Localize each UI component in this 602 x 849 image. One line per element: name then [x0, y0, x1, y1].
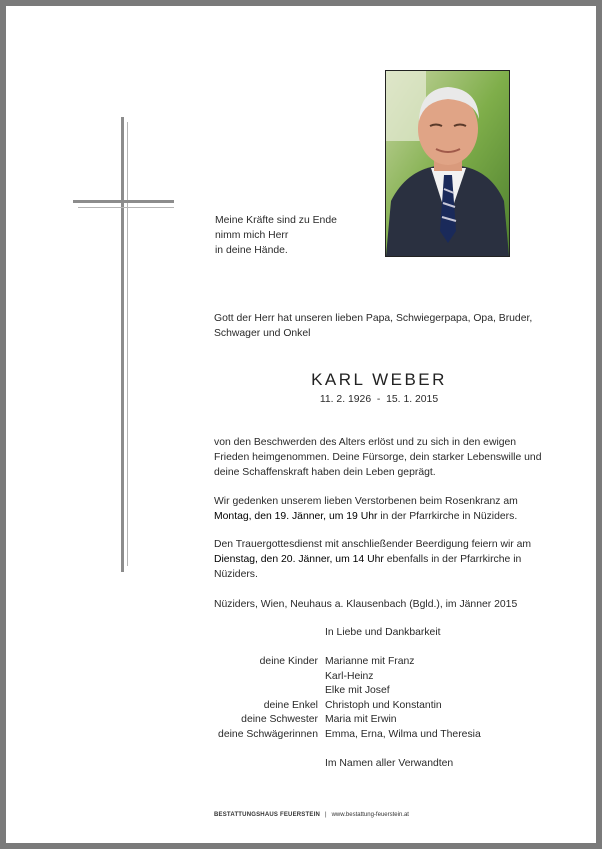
- mourner-relation: deine Kinder: [259, 656, 318, 667]
- mourner-names: In Liebe und Dankbarkeit: [325, 627, 441, 638]
- rosary-date: Montag, den 19. Jänner, um 19 Uhr: [214, 511, 378, 523]
- cross-horizontal-shadow: [78, 207, 174, 208]
- mourner-row: [0, 654, 602, 669]
- mourner-relation: deine Schwester: [241, 714, 318, 725]
- mourner-names: Christoph und Konstantin: [325, 700, 442, 711]
- rosary-text: Wir gedenken unserem lieben Verstorbenen beim Rosenkranz am: [214, 496, 518, 507]
- mourner-row: [0, 712, 602, 727]
- mourner-names: Im Namen aller Verwandten: [325, 758, 454, 769]
- portrait-photo-icon: [386, 71, 509, 256]
- quote-line: Meine Kräfte sind zu Ende: [215, 215, 337, 226]
- mourner-row: [0, 625, 602, 640]
- mourner-names: Marianne mit Franz: [325, 656, 415, 667]
- mourner-row: [0, 727, 602, 742]
- footer: [214, 812, 409, 818]
- mourner-row: [0, 683, 602, 698]
- cross-horizontal-bar: [73, 200, 174, 203]
- life-dates: 11. 2. 1926 - 15. 1. 2015: [319, 394, 439, 405]
- quote-block: [215, 213, 337, 259]
- mourner-names: Emma, Erna, Wilma und Theresia: [325, 729, 481, 740]
- footer-separator: |: [325, 812, 327, 818]
- rosary-location: in der Pfarrkirche in Nüziders.: [377, 511, 518, 523]
- paragraph-funeral: [214, 537, 549, 583]
- funeral-date: Dienstag, den 20. Jänner, um 14 Uhr: [214, 554, 384, 566]
- intro-text: Gott der Herr hat unseren lieben Papa, Schwiegerpapa, Opa, Bruder, Schwager und Onkel: [214, 313, 533, 340]
- mourner-relation: deine Enkel: [263, 700, 318, 711]
- mourner-row: [0, 741, 602, 756]
- paragraph-farewell: von den Beschwerden des Alters erlöst und zu sich in den ewigen Frieden heimgenommen. Deine Fürsorge, dein starker Lebenswille und deine Schaffenskraft haben dein Leben geprägt.: [214, 437, 542, 479]
- mourner-row: [0, 669, 602, 684]
- funeral-text: Den Trauergottesdienst mit anschließender Beerdigung feiern wir am: [214, 539, 532, 550]
- portrait-photo: [385, 70, 510, 257]
- quote-line: nimm mich Herr: [215, 230, 289, 242]
- mourner-names: Karl-Heinz: [325, 671, 374, 682]
- quote-line: in deine Hände.: [215, 245, 288, 257]
- cross-vertical-bar: [121, 117, 124, 572]
- mourner-names: Maria mit Erwin: [325, 714, 397, 725]
- mourner-names: Elke mit Josef: [325, 685, 390, 696]
- funeral-location: ebenfalls in der Pfarrkirche in Nüziders.: [214, 554, 522, 581]
- mourner-relation: deine Schwägerinnen: [218, 729, 318, 740]
- deceased-name: KARL WEBER: [311, 370, 447, 389]
- place-and-date: Nüziders, Wien, Neuhaus a. Klausenbach (Bgld.), im Jänner 2015: [214, 599, 518, 610]
- paragraph-rosary: [214, 494, 549, 524]
- mourner-row: [0, 698, 602, 713]
- cross-vertical-shadow: [127, 122, 128, 566]
- mourner-row: [0, 640, 602, 655]
- footer-url[interactable]: www.bestattung-feuerstein.at: [331, 812, 409, 818]
- mourner-row: [0, 756, 602, 771]
- footer-brand: BESTATTUNGSHAUS FEUERSTEIN: [214, 812, 320, 818]
